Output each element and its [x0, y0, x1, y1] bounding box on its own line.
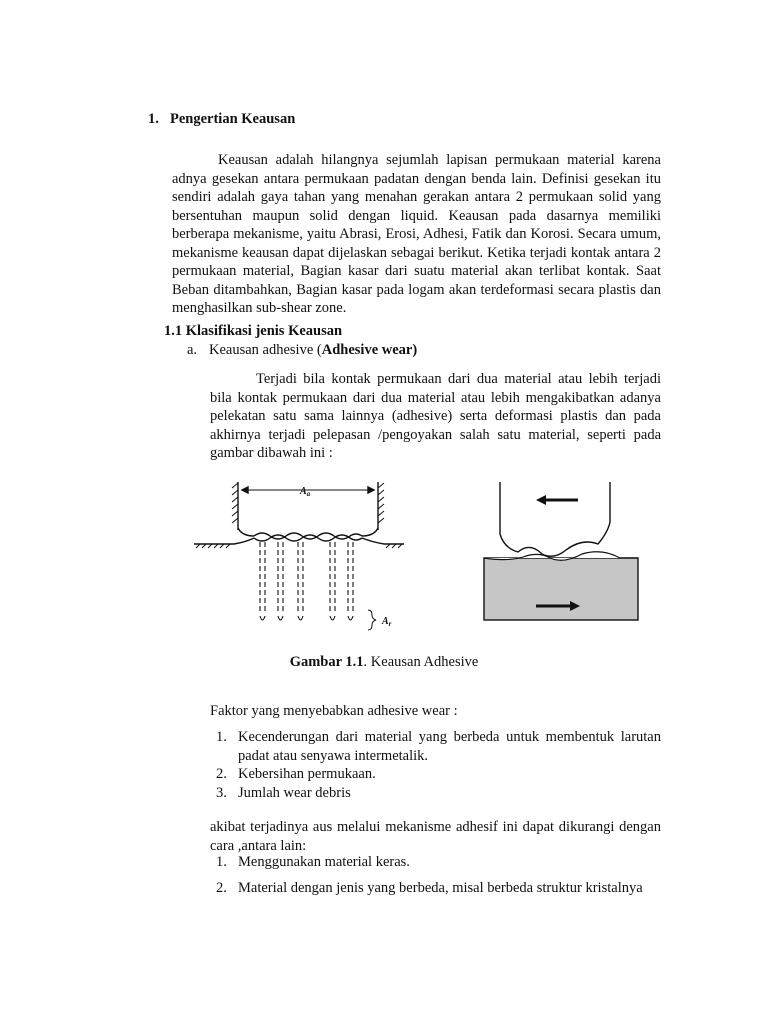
list-item: 1. Menggunakan material keras. [216, 854, 410, 870]
item-a-text: Keausan adhesive ( [209, 342, 322, 358]
factors-list [216, 728, 661, 802]
list-item: 2. Kebersihan permukaan. [216, 766, 376, 782]
section-heading [148, 111, 295, 128]
list-item: 1. Kecenderungan dari material yang berbeda untuk membentuk larutan padat atau senyawa intermetalik. [216, 729, 661, 764]
intro-paragraph: Keausan adalah hilangnya sejumlah lapisan permukaan material karena adnya gesekan antara permukaan padatan dengan benda lain. Definisi gesekan itu sendiri adalah gaya tahan yang menahan gerakan antara 2 permukaan solid yang bersentuhan maupun solid dengan liquid. Keausan pada dasarnya memiliki berberapa mekanisme, yaitu Abrasi, Erosi, Adhesi, Fatik dan Korosi. Secara umum, mekanisme keausan dapat dijelaskan sebagai berikut. Ketika terjadi kontak antara 2 permukaan material, Bagian kasar dari suatu material akan terlibat kontak. Saat Beban ditambahkan, Bagian kasar pada logam akan terdeformasi secara plastis dan menghasilkan sub-shear zone. [172, 152, 661, 316]
subsection-heading: 1.1 Klasifikasi jenis Keausan [164, 323, 343, 339]
factors-intro: Faktor yang menyebabkan adhesive wear : [210, 703, 458, 719]
item-a-label: a. [187, 342, 198, 358]
list-item: 2. Material dengan jenis yang berbeda, misal berbeda struktur kristalnya [216, 879, 643, 896]
adhesive-paragraph: Terjadi bila kontak permukaan dari dua material atau lebih terjadi bila kontak permukaan dari dua material atau lebih mengakibatkan adanya pelekatan satu sama lainnya (adhesive) serta deformasi plastis dan pada akhirnya terjadi pelepasan /pengoyakan salah satu material, seperti pada gambar dibawah ini : [210, 371, 661, 461]
caption-text: . Keausan Adhesive [363, 654, 479, 670]
asperity-contact-diagram [194, 482, 404, 630]
adhesive-wear-figure [190, 478, 670, 648]
item-a-heading [187, 342, 417, 359]
section-title: Pengertian Keausan [170, 111, 296, 127]
ar-label: $A_r$ [382, 616, 392, 628]
figure-caption [0, 654, 768, 671]
reduction-list [216, 853, 661, 897]
item-a-bold: Adhesive wear) [321, 342, 418, 358]
reduction-intro: akibat terjadinya aus melalui mekanisme adhesif ini dapat dikurangi dengan cara ,antara lain: [210, 819, 661, 854]
sliding-block-diagram [484, 482, 638, 620]
section-number: 1. [148, 111, 159, 127]
caption-bold: Gambar 1.1 [289, 654, 364, 670]
list-item: 3. Jumlah wear debris [216, 784, 351, 801]
aa-label: $A_a$ [300, 486, 311, 498]
